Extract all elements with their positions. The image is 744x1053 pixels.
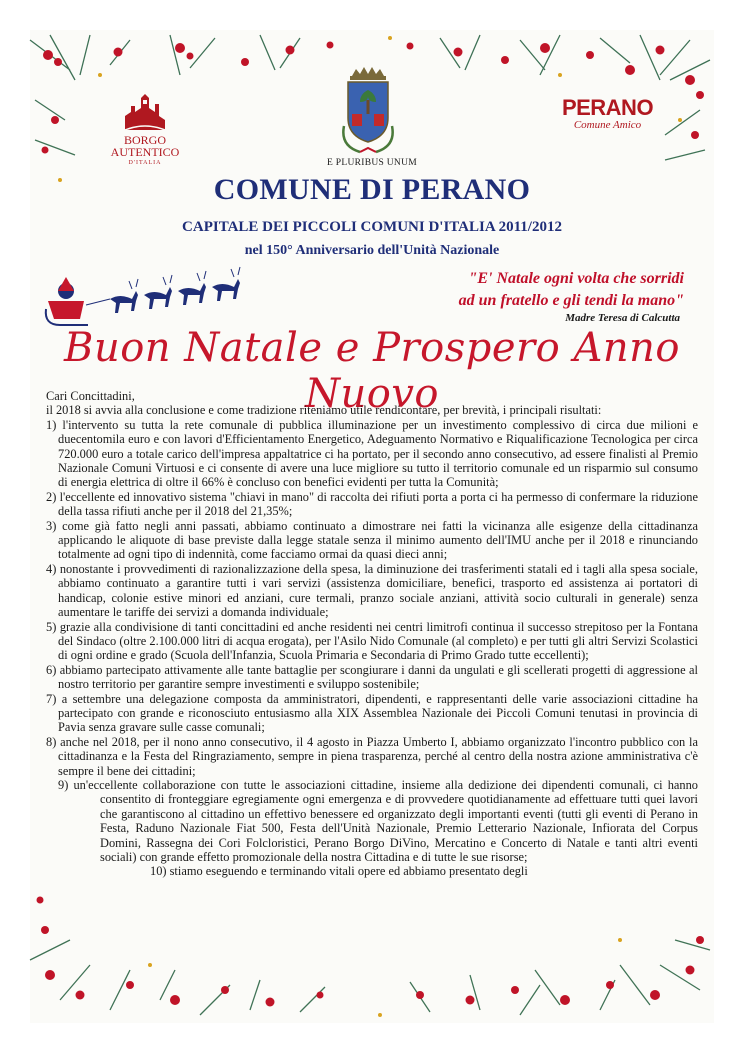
list-item: 1) l'intervento su tutta la rete comunale di pubblica illuminazione per un investimento complessivo di circa due milioni e duecentomila euro e con lavori d'Efficientamento Energetico, Adeguamento Normativo e Riqualificazione Tecnologica per circa 720.000 euro a totale carico dell'impresa appaltatrice ci ha portato, per il secondo anno consecutivo, ad essere finalisti al Premio Nazionale Comuni Virtuosi e ci consente di avere una luce migliore su tutto il territorio comunale ed un risparmio sul consumo di energia elettrica di oltre il 66% è concluso con benefici evidenti per tutta la Comunità; xyxy=(46,417,698,490)
logo-left-line3: D'ITALIA xyxy=(128,160,162,166)
quote-line2: ad un fratello e gli tendi la mano" xyxy=(458,292,684,309)
village-icon xyxy=(122,92,168,132)
list-item: 9) un'eccellente collaborazione con tutte le associazioni cittadine, insieme alla dedizione dei dipendenti comunali, ci hanno consentito di fronteggiare egregiamente ogni emergenza e di provvedere quotidianamente ad effettuare tutti quei lavori che garantiscono al cittadino un effettivo benessere ed organizzato degli importanti eventi (tutti gli eventi di Perano in Festa, Raduno Nazionale Fiat 500, Festa dell'Unità Nazionale, Premio Letterario Nazionale, Infiorata del Corpus Domini, Rassegna dei Cori Folcloristici, Perano Borgo DiVino, Mercatino e Concerto di Natale e tanti altri eventi sociali) con grande effetto promozionale della nostra Cittadina e di tutte le sue risorse; xyxy=(58,777,698,864)
list-item: 10) stiamo eseguendo e terminando vitali opere ed abbiamo presentato degli xyxy=(150,864,528,879)
anniversary-line: nel 150° Anniversario dell'Unità Nazionale xyxy=(244,243,500,258)
logo-left-line1: BORGO xyxy=(123,133,166,147)
quote-line1: "E' Natale ogni volta che sorridi xyxy=(468,270,684,287)
list-item: 6) abbiamo partecipato attivamente alle tante battaglie per scongiurare i danni da ungulati e gli scellerati progetti di aggressione al nostro territorio per garantire sempre investimenti e sviluppo sostenibile; xyxy=(46,662,698,692)
letter-salutation: Cari Concittadini, xyxy=(46,389,135,403)
list-item: 2) l'eccellente ed innovativo sistema "chiavi in mano" di raccolta dei rifiuti porta a porta ci ha permesso di confermare la riduzione della tassa rifiuti anche per il 2018 del 21,35%; xyxy=(46,489,698,519)
logo-right-tagline: Comune Amico xyxy=(573,119,642,131)
quote-author: Madre Teresa di Calcutta xyxy=(565,312,680,324)
list-item: 7) a settembre una delegazione composta da amministratori, dipendenti, e rappresentanti delle varie associazioni cittadine ha partecipato con grande e riconosciuto entusiasmo alla XIX Assemblea Nazionale dei Piccoli Comuni tenutasi in provincia di Pavia senza gravare sulle casse comunali; xyxy=(46,691,698,735)
page-title: COMUNE DI PERANO xyxy=(213,173,531,206)
christmas-greeting: Buon Natale e Prospero Anno Nuovo xyxy=(64,325,680,417)
logo-right-name: PERANO xyxy=(561,95,654,120)
list-item: 3) come già fatto negli anni passati, abbiamo continuato a dimostrare nei fatti la vicinanza alle esigenze della cittadinanza applicando le aliquote di base previste dalla legge statale senza il minimo aumento dell'IMU anche per il 2018 e rinunciando totalmente ad ogni tipo di indennità, come facciamo ormai da quasi dieci anni; xyxy=(46,518,698,562)
municipal-crest xyxy=(330,66,406,163)
page-subtitle: CAPITALE DEI PICCOLI COMUNI D'ITALIA 2011/2012 xyxy=(182,219,562,235)
crest-motto: E PLURIBUS UNUM xyxy=(326,158,417,168)
quote xyxy=(354,268,684,312)
logo-left-line2: AUTENTICO xyxy=(110,145,180,159)
letter-intro: il 2018 si avvia alla conclusione e come tradizione riteniamo utile rendicontare, per brevità, i principali risultati: xyxy=(46,403,602,418)
perano-comune-amico-logo xyxy=(555,95,660,131)
letter-body xyxy=(46,389,698,879)
santa-sleigh-icon xyxy=(40,265,250,333)
coat-of-arms-icon xyxy=(330,66,406,158)
list-item: 8) anche nel 2018, per il nono anno consecutivo, il 4 agosto in Piazza Umberto I, abbiamo organizzato l'incontro pubblico con la cittadinanza e la Festa del Ringraziamento, sempre in piena trasparenza, perché al centro della nostra azione amministrativa c'è sempre il bene dei cittadini; xyxy=(46,734,698,778)
list-item: 5) grazie alla condivisione di tanti concittadini ed anche residenti nei centri limitrofi continua il successo strepitoso per la Fontana del Sindaco (oltre 2.100.000 litri di acqua erogata), per l'Asilo Nido Comunale (al completo) e per tutti gli altri Servizi Scolastici di ogni ordine e grado (Scuola dell'Infanzia, Scuola Primaria e Secondaria di Primo Grado tutte eccellenti); xyxy=(46,619,698,663)
borgo-autentico-logo xyxy=(110,92,180,166)
list-item: 4) nonostante i provvedimenti di razionalizzazione della spesa, la diminuzione dei trasferimenti statali ed i tagli alla spesa sociale, abbiamo continuato a garantire tutti i vari servizi (assistenza domiciliare, benefici, trasporto ed assistenza ai portatori di handicap, colonie estive minori ed anziani, cure termali, pranzo sociale anziani, attività socio culturali in generale) senza aumentare le tariffe dei servizi a domanda individuale; xyxy=(46,561,698,620)
